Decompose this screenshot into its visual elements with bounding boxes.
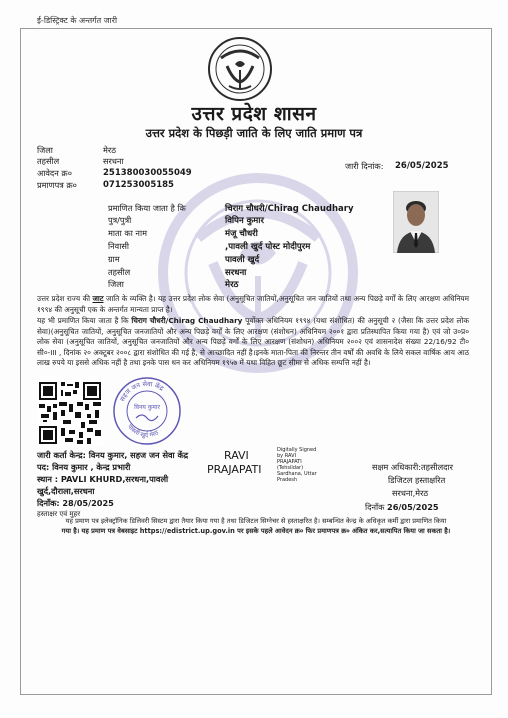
certify-label: प्रमाणित किया जाता है कि	[108, 203, 186, 213]
qr-code	[37, 380, 103, 446]
issue-date-label: जारी दिनांक:	[345, 161, 384, 171]
mother-value: मंजू चौधरी	[225, 229, 258, 239]
issuer-date	[37, 498, 114, 509]
issuer-date-value: 28/05/2025	[62, 498, 114, 508]
issuer-date-label: दिनाँक:	[37, 498, 60, 508]
page-subtitle: उत्तर प्रदेश के पिछड़ी जाति के लिए जाति प्रमाण पत्र	[145, 126, 363, 140]
digital-sign-name1: RAVI	[224, 449, 249, 462]
caste-name: जाट	[92, 294, 104, 303]
caste-paragraph	[37, 294, 469, 315]
authority-date-label: दिनाँक	[365, 502, 385, 512]
footer-line-1: यह प्रमाण पत्र इलेक्ट्रॉनिक डिलिवरी सिस्टम द्वारा तैयार किया गया है तथा डिजिटल सिग्नेचर से हस्ताक्षरित है। सम्बन्धित केन्द्र के अधिकृत कर्मी द्वारा प्रमाणित किया	[65, 517, 447, 525]
tehsil-label: तहसील	[37, 156, 60, 166]
top-note: ई-डिस्ट्रिक्ट के अन्तर्गत जारी	[37, 16, 118, 25]
eligibility-paragraph	[37, 316, 469, 369]
application-value: 251380030055049	[103, 168, 192, 178]
authority-date-value: 26/05/2025	[387, 502, 439, 512]
issuer-place-2: खुर्द,दौराला,सरधना	[37, 486, 95, 496]
page-title: उत्तर प्रदेश शासन	[191, 103, 317, 125]
seal-center-text: विनय कुमार	[134, 404, 160, 411]
up-emblem-icon	[207, 36, 273, 102]
center-seal-stamp	[112, 376, 182, 446]
district-label: जिला	[37, 145, 53, 155]
son-label: पुत्र/पुत्री	[108, 215, 132, 225]
certificate-no-label: प्रमाणपत्र क्र०	[37, 180, 77, 190]
district-value: मेरठ	[103, 145, 117, 155]
certify-value: चिराग चौधरी/Chirag Chaudhary	[225, 204, 354, 214]
issuer-place: स्थान : PAVLI KHURD,सरधना,पावली	[37, 474, 169, 484]
tehsil2-label: तहसील	[108, 267, 131, 277]
issuer-sign-label: हस्ताक्षर एवं मुहर	[37, 510, 81, 518]
son-value: विपिन कुमार	[225, 216, 264, 226]
applicant-photo	[393, 191, 439, 253]
digital-sign-details: Digitally Signed by RAVI PRAJAPATI (Tehsildar) Sardhana, Uttar Pradesh	[277, 447, 317, 483]
para1-rest: जाति के व्यक्ति है। यह उत्तर प्रदेश लोक सेवा (अनुसूचित जातियों,अनुसूचित जन जातियों तथा अन्य पिछड़े वर्गों के लिए आरक्षण अधिनियम १९९४ की अनुसूची एक के अन्तर्गत मान्यता प्राप्त है।	[37, 294, 469, 314]
village-label: ग्राम	[108, 254, 120, 264]
para2-name: चिराग चौधरी/Chirag Chaudhary	[131, 316, 243, 325]
authority-place: सरधना,मेरठ	[392, 488, 429, 498]
para1-start: उत्तर प्रदेश राज्य की	[37, 294, 91, 303]
seal-ring-text-bottom: पावली खुर्द मेरठ	[125, 423, 160, 440]
issuer-center: जारी कर्ता केन्द्र: विनय कुमार, सहज जन सेवा केंद्र	[37, 450, 189, 460]
footer-note	[25, 516, 487, 536]
issue-date-value: 26/05/2025	[395, 161, 449, 171]
certificate-no-value: 071253005185	[103, 180, 174, 190]
para2-rest: पूर्वोक्त अधिनियम १९९४ (यथा संशोधित) की अनुसूची २ (जैसा कि उत्तर प्रदेश लोक सेवा)(अनुसूचित जातियों, अनुसूचित जनजातियों और अन्य पिछड़े वर्गों के लिए आरक्षण (संशोधन) अधिनियम २००१ द्वारा प्रतिस्थापित किया गया है) एवं जो उ०प्र० लोक सेवा (अनुसूचित जातियों, अनुसूचित जनजातियों और अन्य पिछड़े वर्गों के लिए आरक्षण (संशोधन) अधिनियम २००२ एवं शासनादेश संख्या 22/16/92 टी० सी०-III , दिनांक २० अक्टूबर २००८ द्वारा संशोधित की गई है, से आच्छादित नहीं है।इनके माता-पिता की निरन्तर तीन वर्षों की अवधि के लिये सकल वार्षिक आय आठ लाख रुपये या इससे अधिक नहीं है तथा इनके पास धन कर अधिनियम १९५७ में यथा विहित छूट सीमा से अधिक सम्पत्ति नहीं है।	[37, 316, 469, 368]
district2-label: जिला	[108, 279, 124, 289]
authority-digital: डिजिटल हस्ताक्षरित	[388, 475, 446, 485]
issuer-post: पद: विनय कुमार , केन्द्र प्रभारी	[37, 462, 131, 472]
seal-ring-text: सहज जन सेवा केंद्र	[118, 379, 166, 403]
footer-line-2: गया है। यह प्रमाण पत्र वेबसाइट https://edistrict.up.gov.in पर इसके पहले आवेदन क्र० फिर प्रमाणपत्र क्र० अंकित कर,सत्यापित किया जा सकता है।	[61, 527, 451, 535]
tehsil-value: सरधना	[103, 156, 124, 166]
application-label: आवेदन क्र०	[37, 168, 72, 178]
authority-date	[365, 502, 439, 513]
resident-value: ,पावली खुर्द पोस्ट मोदीपुरम	[225, 242, 311, 252]
resident-label: निवासी	[108, 241, 129, 251]
digital-sign-name2: PRAJAPATI	[207, 463, 262, 476]
seal-signature	[136, 415, 158, 421]
para2-start: यह भी प्रमाणित किया जाता है कि	[37, 316, 129, 325]
tehsil2-value: सरधना	[225, 268, 247, 278]
mother-label: माता का नाम	[108, 228, 147, 238]
district2-value: मेरठ	[225, 280, 239, 290]
authority-title: सक्षम अधिकारी:तहसीलदार	[372, 462, 453, 472]
svg-text:पावली खुर्द मेरठ	[126, 423, 160, 439]
village-value: पावली खुर्द	[225, 255, 260, 265]
